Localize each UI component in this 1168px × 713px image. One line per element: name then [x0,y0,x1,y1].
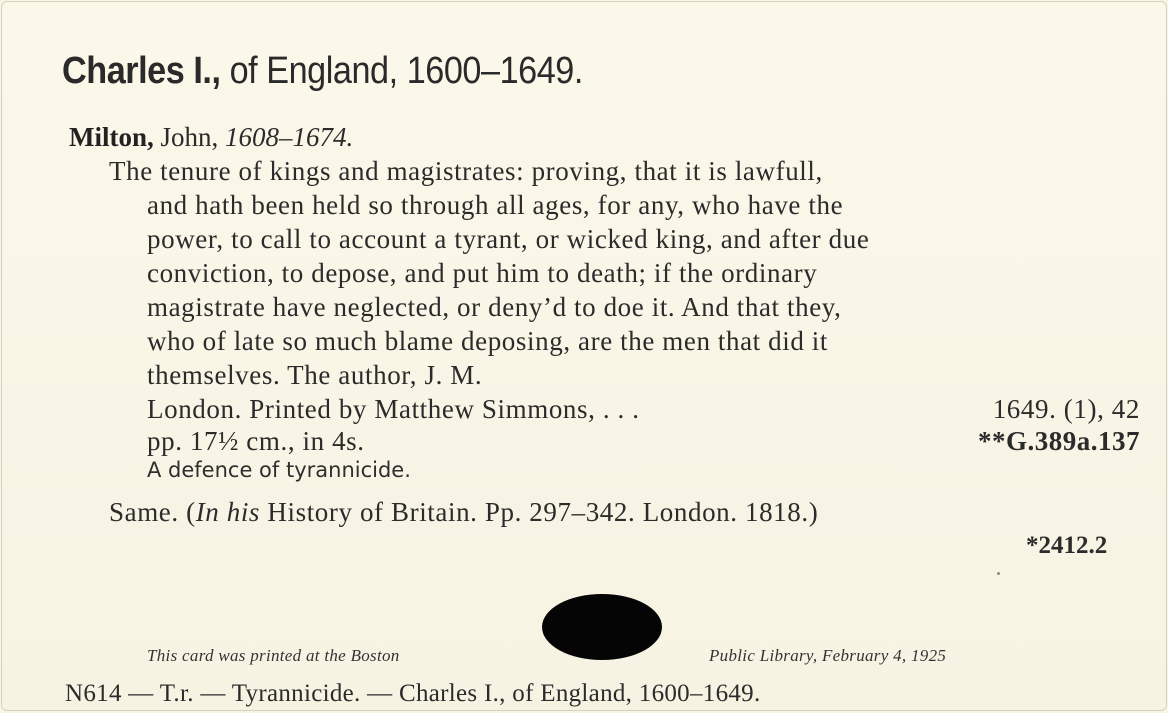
printer-note-right: Public Library, February 4, 1925 [709,646,947,665]
same-text: History of Britain. Pp. 297–342. London. 1818.) [260,497,819,527]
title-line-6: who of late so much blame deposing, are the men that did it [147,326,828,356]
subject-heading [62,50,583,93]
title-line-1: The tenure of kings and magistrates: proving, that it is lawfull, [109,156,823,186]
same-prefix: Same. ( [109,497,196,527]
author-given-name: John, [153,122,226,152]
ink-speck [997,572,1000,575]
collation: pp. 17½ cm., in 4s. [147,426,365,456]
collation-line [147,426,1140,457]
subject-heading-rest: of England, 1600–1649. [220,50,583,92]
imprint-date-pages: 1649. (1), 42 [992,394,1140,424]
title-line-5: magistrate have neglected, or deny’d to doe it. And that they, [147,292,842,322]
content-note: A defence of tyrannicide. [147,458,411,482]
redaction-blot [542,594,662,660]
same-call-number: *2412.2 [1026,532,1108,559]
tracings-line: N614 — T.r. — Tyrannicide. — Charles I., of England, 1600–1649. [65,680,761,707]
title-line-2: and hath been held so through all ages, for any, who have the [147,190,844,220]
same-in-his: In his [195,497,261,527]
author-line [69,122,353,153]
title-line-4: conviction, to depose, and put him to death; if the ordinary [147,258,818,288]
title-line-7: themselves. The author, J. M. [147,360,483,390]
author-surname: Milton, [69,122,154,152]
same-entry [109,497,818,528]
imprint-publisher: London. Printed by Matthew Simmons, . . . [147,394,640,424]
imprint-line [147,394,1140,425]
title-line-3: power, to call to account a tyrant, or wicked king, and after due [147,224,870,254]
subject-heading-name: Charles I., [62,50,221,92]
catalog-card [1,1,1167,711]
author-dates: 1608–1674. [225,122,354,152]
printer-note-left: This card was printed at the Boston [147,646,400,665]
call-number: **G.389a.137 [977,426,1140,456]
